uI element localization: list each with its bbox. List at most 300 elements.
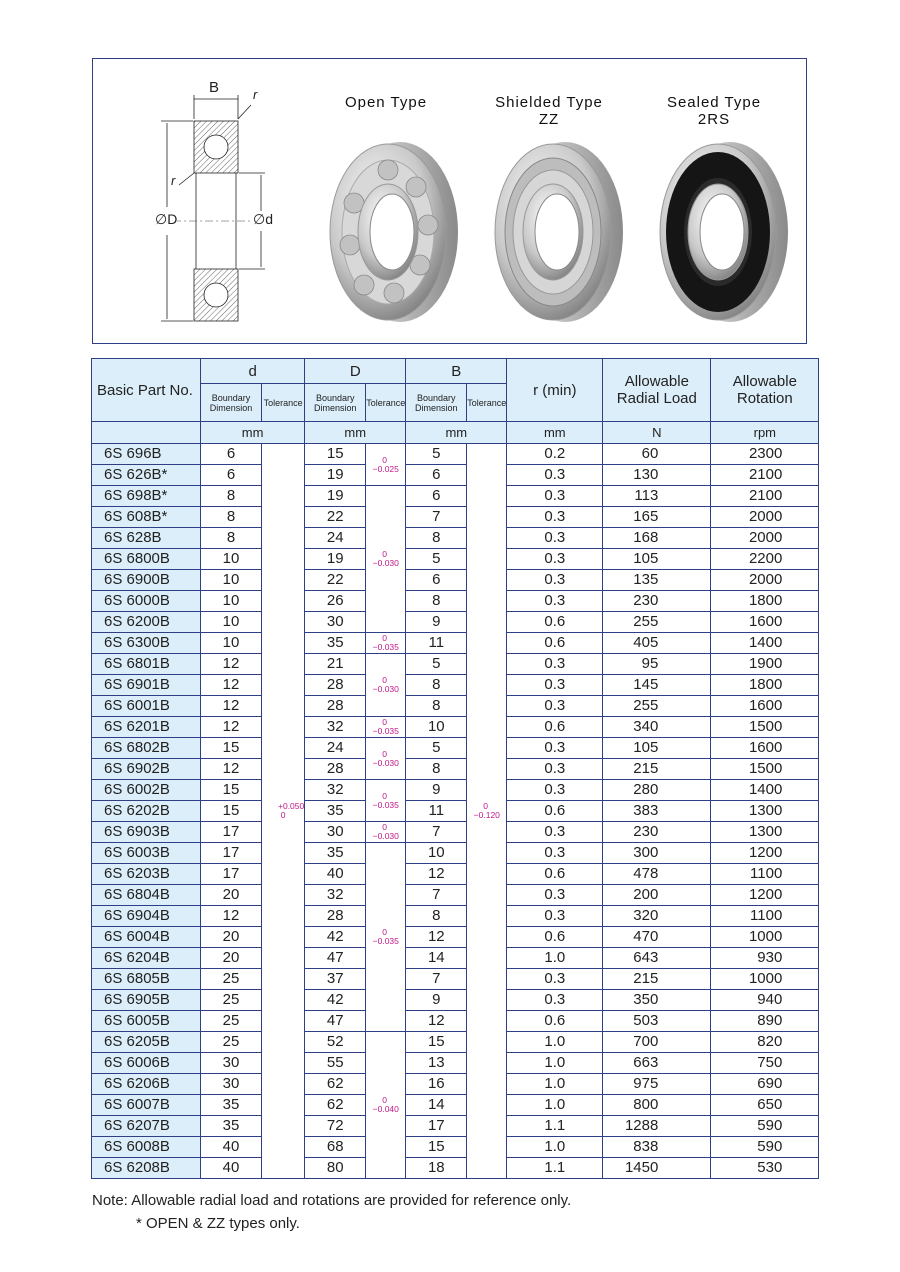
rotation-cell: 2100 — [711, 486, 819, 507]
D-tolerance-lower: −0.035 — [372, 726, 399, 736]
B-value-cell: 11 — [406, 633, 467, 654]
D-tolerance-lower: −0.035 — [372, 936, 399, 946]
rotation-cell: 2000 — [711, 570, 819, 591]
part-no-cell: 6S 6003B — [92, 843, 201, 864]
table-row — [92, 801, 819, 822]
d-value-cell: 17 — [201, 822, 262, 843]
d-value-cell: 40 — [201, 1158, 262, 1179]
D-tolerance-upper: 0 — [382, 822, 387, 832]
radial-load-cell: 503 — [603, 1011, 711, 1032]
radial-load-cell: 95 — [603, 654, 711, 675]
unit-radial: N — [603, 422, 711, 444]
D-tolerance-lower: −0.030 — [372, 831, 399, 841]
D-tolerance-upper: 0 — [382, 454, 387, 465]
D-value-cell: 40 — [305, 864, 366, 885]
d-value-cell: 10 — [201, 612, 262, 633]
unit-r: mm — [507, 422, 603, 444]
table-row — [92, 570, 819, 591]
D-value-cell: 28 — [305, 759, 366, 780]
D-tolerance-lower: −0.035 — [372, 799, 399, 810]
r-min-cell: 0.3 — [507, 591, 603, 612]
D-tolerance-cell — [366, 780, 406, 822]
part-no-cell: 6S 6001B — [92, 696, 201, 717]
D-tolerance-lower: −0.040 — [372, 1104, 399, 1114]
rotation-cell: 1100 — [711, 864, 819, 885]
radial-load-cell: 975 — [603, 1074, 711, 1095]
radial-load-cell: 405 — [603, 633, 711, 654]
D-tolerance-lower: −0.025 — [372, 463, 399, 474]
rotation-cell: 1000 — [711, 969, 819, 990]
B-value-cell: 5 — [406, 549, 467, 570]
radial-load-cell: 145 — [603, 675, 711, 696]
rotation-cell: 820 — [711, 1032, 819, 1053]
B-value-cell: 6 — [406, 570, 467, 591]
rotation-cell: 2000 — [711, 528, 819, 549]
table-row — [92, 1053, 819, 1074]
D-value-cell: 55 — [305, 1053, 366, 1074]
D-tolerance-cell — [366, 843, 406, 1032]
D-tolerance-cell — [366, 633, 406, 654]
d-value-cell: 10 — [201, 570, 262, 591]
B-value-cell: 8 — [406, 759, 467, 780]
rotation-cell: 930 — [711, 948, 819, 969]
d-value-cell: 10 — [201, 633, 262, 654]
part-no-cell: 6S 6002B — [92, 780, 201, 801]
part-no-cell: 6S 698B* — [92, 486, 201, 507]
D-value-cell: 28 — [305, 675, 366, 696]
rotation-cell: 1000 — [711, 927, 819, 948]
D-value-cell: 42 — [305, 927, 366, 948]
part-no-cell: 6S 6004B — [92, 927, 201, 948]
d-value-cell: 8 — [201, 486, 262, 507]
D-value-cell: 68 — [305, 1137, 366, 1158]
radial-load-cell: 105 — [603, 738, 711, 759]
D-tolerance-upper: 0 — [382, 748, 387, 759]
D-value-cell: 62 — [305, 1095, 366, 1116]
d-value-cell: 35 — [201, 1095, 262, 1116]
r-min-cell: 0.3 — [507, 654, 603, 675]
rotation-cell: 1200 — [711, 885, 819, 906]
part-no-cell: 6S 6804B — [92, 885, 201, 906]
D-value-cell: 30 — [305, 612, 366, 633]
d-value-cell: 12 — [201, 654, 262, 675]
table-row — [92, 948, 819, 969]
table-row — [92, 969, 819, 990]
r-min-cell: 1.0 — [507, 1137, 603, 1158]
B-value-cell: 9 — [406, 780, 467, 801]
r-min-cell: 0.3 — [507, 486, 603, 507]
B-value-cell: 14 — [406, 1095, 467, 1116]
B-value-cell: 6 — [406, 465, 467, 486]
r-min-cell: 0.3 — [507, 549, 603, 570]
rotation-cell: 1300 — [711, 801, 819, 822]
dimension-B-label: B — [209, 79, 220, 96]
rotation-cell: 1800 — [711, 675, 819, 696]
table-row — [92, 822, 819, 843]
r-min-cell: 0.3 — [507, 528, 603, 549]
D-tolerance-lower: −0.030 — [372, 684, 399, 694]
header-d-tolerance: Tolerance — [262, 384, 305, 422]
D-value-cell: 32 — [305, 780, 366, 801]
radial-load-cell: 165 — [603, 507, 711, 528]
d-value-cell: 8 — [201, 528, 262, 549]
shielded-type-title: Shielded Type ZZ — [495, 94, 603, 128]
part-no-cell: 6S 6902B — [92, 759, 201, 780]
header-part-no: Basic Part No. — [92, 359, 201, 422]
d-value-cell: 12 — [201, 906, 262, 927]
d-value-cell: 15 — [201, 801, 262, 822]
r-min-cell: 1.0 — [507, 948, 603, 969]
part-no-cell: 6S 608B* — [92, 507, 201, 528]
table-row — [92, 612, 819, 633]
table-row — [92, 1095, 819, 1116]
D-value-cell: 15 — [305, 444, 366, 465]
r-min-cell: 0.3 — [507, 675, 603, 696]
table-row — [92, 843, 819, 864]
B-tolerance-cell-upper: 0 — [483, 801, 489, 811]
radial-load-cell: 478 — [603, 864, 711, 885]
part-no-cell: 6S 6006B — [92, 1053, 201, 1074]
D-value-cell: 62 — [305, 1074, 366, 1095]
table-row — [92, 1011, 819, 1032]
radial-load-cell: 350 — [603, 990, 711, 1011]
D-tolerance-cell — [366, 654, 406, 717]
spec-table-body — [92, 444, 819, 1179]
d-value-cell: 10 — [201, 591, 262, 612]
D-tolerance-lower: −0.030 — [372, 558, 399, 568]
r-min-cell: 1.0 — [507, 1095, 603, 1116]
D-value-cell: 47 — [305, 1011, 366, 1032]
rotation-cell: 1600 — [711, 738, 819, 759]
table-row — [92, 696, 819, 717]
part-no-cell: 6S 6300B — [92, 633, 201, 654]
B-value-cell: 12 — [406, 927, 467, 948]
d-value-cell: 20 — [201, 885, 262, 906]
dimension-r-label-top: r — [253, 87, 258, 102]
rotation-cell: 1800 — [711, 591, 819, 612]
part-no-cell: 6S 6007B — [92, 1095, 201, 1116]
D-value-cell: 72 — [305, 1116, 366, 1137]
radial-load-cell: 105 — [603, 549, 711, 570]
table-row — [92, 633, 819, 654]
r-min-cell: 0.2 — [507, 444, 603, 465]
d-value-cell: 6 — [201, 465, 262, 486]
D-value-cell: 35 — [305, 801, 366, 822]
d-value-cell: 20 — [201, 948, 262, 969]
D-value-cell: 32 — [305, 717, 366, 738]
B-value-cell: 5 — [406, 444, 467, 465]
rotation-cell: 2200 — [711, 549, 819, 570]
part-no-cell: 6S 6903B — [92, 822, 201, 843]
d-value-cell: 30 — [201, 1074, 262, 1095]
r-min-cell: 0.3 — [507, 570, 603, 591]
rotation-cell: 2000 — [711, 507, 819, 528]
part-no-cell: 6S 6901B — [92, 675, 201, 696]
part-no-cell: 6S 6203B — [92, 864, 201, 885]
d-tolerance-cell-lower: 0 — [280, 810, 286, 820]
B-value-cell: 7 — [406, 822, 467, 843]
D-tolerance-upper: 0 — [382, 1095, 387, 1105]
unit-blank — [92, 422, 201, 444]
header-D: D — [305, 359, 406, 384]
table-row — [92, 906, 819, 927]
rotation-cell: 940 — [711, 990, 819, 1011]
B-value-cell: 8 — [406, 696, 467, 717]
unit-B: mm — [406, 422, 507, 444]
D-value-cell: 28 — [305, 696, 366, 717]
B-value-cell: 8 — [406, 591, 467, 612]
r-min-cell: 0.6 — [507, 633, 603, 654]
unit-d: mm — [201, 422, 305, 444]
r-min-cell: 0.3 — [507, 843, 603, 864]
open-type-title: Open Type — [344, 94, 428, 111]
radial-load-cell: 643 — [603, 948, 711, 969]
rotation-cell: 1300 — [711, 822, 819, 843]
table-row — [92, 549, 819, 570]
D-value-cell: 35 — [305, 843, 366, 864]
header-B: B — [406, 359, 507, 384]
d-value-cell: 25 — [201, 969, 262, 990]
r-min-cell: 1.0 — [507, 1032, 603, 1053]
d-value-cell: 12 — [201, 717, 262, 738]
rotation-cell: 1500 — [711, 717, 819, 738]
radial-load-cell: 1288 — [603, 1116, 711, 1137]
part-no-cell: 6S 6800B — [92, 549, 201, 570]
d-value-cell: 25 — [201, 1032, 262, 1053]
header-r-min: r (min) — [507, 359, 603, 422]
radial-load-cell: 340 — [603, 717, 711, 738]
B-value-cell: 13 — [406, 1053, 467, 1074]
B-value-cell: 10 — [406, 843, 467, 864]
B-value-cell: 5 — [406, 738, 467, 759]
B-value-cell: 17 — [406, 1116, 467, 1137]
D-tolerance-cell — [366, 822, 406, 843]
table-row — [92, 591, 819, 612]
D-value-cell: 35 — [305, 633, 366, 654]
radial-load-cell: 215 — [603, 969, 711, 990]
note-open-zz: * OPEN & ZZ types only. — [136, 1215, 300, 1232]
B-value-cell: 5 — [406, 654, 467, 675]
open-type-bearing-image — [318, 137, 468, 327]
r-min-cell: 0.3 — [507, 780, 603, 801]
part-no-cell: 6S 6204B — [92, 948, 201, 969]
radial-load-cell: 663 — [603, 1053, 711, 1074]
D-tolerance-upper: 0 — [382, 549, 387, 559]
radial-load-cell: 280 — [603, 780, 711, 801]
dimension-D-label: ∅D — [155, 211, 178, 227]
header-rotation: Allowable Rotation — [711, 359, 819, 422]
D-tolerance-cell — [366, 717, 406, 738]
D-tolerance-lower: −0.030 — [372, 757, 399, 768]
table-row — [92, 885, 819, 906]
header-d: d — [201, 359, 305, 384]
part-no-cell: 6S 6205B — [92, 1032, 201, 1053]
table-row — [92, 1032, 819, 1053]
part-no-cell: 6S 6200B — [92, 612, 201, 633]
rotation-cell: 1600 — [711, 612, 819, 633]
D-tolerance-upper: 0 — [382, 633, 387, 643]
r-min-cell: 0.6 — [507, 864, 603, 885]
radial-load-cell: 1450 — [603, 1158, 711, 1179]
part-no-cell: 6S 6202B — [92, 801, 201, 822]
B-value-cell: 7 — [406, 885, 467, 906]
r-min-cell: 1.1 — [507, 1116, 603, 1137]
table-row — [92, 927, 819, 948]
r-min-cell: 1.1 — [507, 1158, 603, 1179]
D-tolerance-upper: 0 — [382, 675, 387, 685]
r-min-cell: 0.3 — [507, 885, 603, 906]
table-row — [92, 528, 819, 549]
r-min-cell: 1.0 — [507, 1074, 603, 1095]
d-value-cell: 20 — [201, 927, 262, 948]
D-value-cell: 52 — [305, 1032, 366, 1053]
r-min-cell: 0.3 — [507, 822, 603, 843]
B-value-cell: 7 — [406, 507, 467, 528]
rotation-cell: 590 — [711, 1116, 819, 1137]
rotation-cell: 1100 — [711, 906, 819, 927]
part-no-cell: 6S 6904B — [92, 906, 201, 927]
B-value-cell: 11 — [406, 801, 467, 822]
d-value-cell: 12 — [201, 696, 262, 717]
table-row — [92, 507, 819, 528]
D-value-cell: 19 — [305, 465, 366, 486]
D-value-cell: 19 — [305, 549, 366, 570]
r-min-cell: 0.3 — [507, 990, 603, 1011]
header-B-tolerance: Tolerance — [467, 384, 507, 422]
sealed-type-bearing-image — [648, 137, 798, 327]
D-value-cell: 21 — [305, 654, 366, 675]
d-value-cell: 17 — [201, 864, 262, 885]
part-no-cell: 6S 626B* — [92, 465, 201, 486]
D-tolerance-upper: 0 — [382, 790, 387, 801]
sealed-type-title: Sealed Type 2RS — [666, 94, 762, 128]
radial-load-cell: 135 — [603, 570, 711, 591]
part-no-cell: 6S 6005B — [92, 1011, 201, 1032]
radial-load-cell: 320 — [603, 906, 711, 927]
r-min-cell: 0.3 — [507, 465, 603, 486]
D-value-cell: 24 — [305, 738, 366, 759]
radial-load-cell: 255 — [603, 612, 711, 633]
rotation-cell: 2100 — [711, 465, 819, 486]
B-value-cell: 9 — [406, 612, 467, 633]
r-min-cell: 0.3 — [507, 507, 603, 528]
bearing-types-figure — [92, 58, 807, 344]
D-value-cell: 28 — [305, 906, 366, 927]
D-tolerance-cell — [366, 444, 406, 486]
header-B-boundary: Boundary Dimension — [406, 384, 467, 422]
header-radial-load: Allowable Radial Load — [603, 359, 711, 422]
shielded-type-bearing-image — [483, 137, 633, 327]
D-value-cell: 19 — [305, 486, 366, 507]
part-no-cell: 6S 628B — [92, 528, 201, 549]
rotation-cell: 890 — [711, 1011, 819, 1032]
D-value-cell: 30 — [305, 822, 366, 843]
table-row — [92, 864, 819, 885]
B-value-cell: 10 — [406, 717, 467, 738]
dimension-d-label: ∅d — [253, 211, 273, 227]
d-value-cell: 40 — [201, 1137, 262, 1158]
radial-load-cell: 300 — [603, 843, 711, 864]
table-row — [92, 1137, 819, 1158]
table-row — [92, 486, 819, 507]
D-tolerance-cell — [366, 486, 406, 633]
rotation-cell: 1200 — [711, 843, 819, 864]
r-min-cell: 0.6 — [507, 612, 603, 633]
radial-load-cell: 60 — [603, 444, 711, 465]
B-value-cell: 14 — [406, 948, 467, 969]
B-value-cell: 8 — [406, 906, 467, 927]
table-row — [92, 444, 819, 465]
d-value-cell: 30 — [201, 1053, 262, 1074]
rotation-cell: 1900 — [711, 654, 819, 675]
table-row — [92, 1158, 819, 1179]
unit-D: mm — [305, 422, 406, 444]
rotation-cell: 530 — [711, 1158, 819, 1179]
B-value-cell: 9 — [406, 990, 467, 1011]
r-min-cell: 0.6 — [507, 927, 603, 948]
B-value-cell: 15 — [406, 1032, 467, 1053]
B-value-cell: 16 — [406, 1074, 467, 1095]
table-row — [92, 1116, 819, 1137]
part-no-cell: 6S 6802B — [92, 738, 201, 759]
D-value-cell: 26 — [305, 591, 366, 612]
D-value-cell: 24 — [305, 528, 366, 549]
d-value-cell: 12 — [201, 675, 262, 696]
B-tolerance-cell-lower: −0.120 — [473, 810, 500, 820]
D-value-cell: 32 — [305, 885, 366, 906]
radial-load-cell: 168 — [603, 528, 711, 549]
r-min-cell: 0.6 — [507, 801, 603, 822]
rotation-cell: 1400 — [711, 780, 819, 801]
B-value-cell: 12 — [406, 864, 467, 885]
part-no-cell: 6S 6801B — [92, 654, 201, 675]
d-value-cell: 35 — [201, 1116, 262, 1137]
r-min-cell: 1.0 — [507, 1053, 603, 1074]
B-value-cell: 15 — [406, 1137, 467, 1158]
table-row — [92, 675, 819, 696]
rotation-cell: 2300 — [711, 444, 819, 465]
d-tolerance-cell — [262, 444, 305, 1179]
B-value-cell: 7 — [406, 969, 467, 990]
D-tolerance-cell — [366, 1032, 406, 1179]
radial-load-cell: 230 — [603, 591, 711, 612]
d-value-cell: 25 — [201, 1011, 262, 1032]
rotation-cell: 750 — [711, 1053, 819, 1074]
D-value-cell: 47 — [305, 948, 366, 969]
radial-load-cell: 838 — [603, 1137, 711, 1158]
B-value-cell: 8 — [406, 675, 467, 696]
r-min-cell: 0.6 — [507, 1011, 603, 1032]
B-value-cell: 12 — [406, 1011, 467, 1032]
radial-load-cell: 700 — [603, 1032, 711, 1053]
B-value-cell: 18 — [406, 1158, 467, 1179]
radial-load-cell: 230 — [603, 822, 711, 843]
table-row — [92, 738, 819, 759]
part-no-cell: 6S 6900B — [92, 570, 201, 591]
bearing-cross-section-drawing — [93, 59, 313, 345]
radial-load-cell: 113 — [603, 486, 711, 507]
r-min-cell: 0.3 — [507, 738, 603, 759]
r-min-cell: 0.3 — [507, 969, 603, 990]
r-min-cell: 0.3 — [507, 759, 603, 780]
header-D-tolerance: Tolerance — [366, 384, 406, 422]
unit-rotation: rpm — [711, 422, 819, 444]
part-no-cell: 6S 6201B — [92, 717, 201, 738]
rotation-cell: 1500 — [711, 759, 819, 780]
B-value-cell: 6 — [406, 486, 467, 507]
d-value-cell: 15 — [201, 780, 262, 801]
D-value-cell: 37 — [305, 969, 366, 990]
